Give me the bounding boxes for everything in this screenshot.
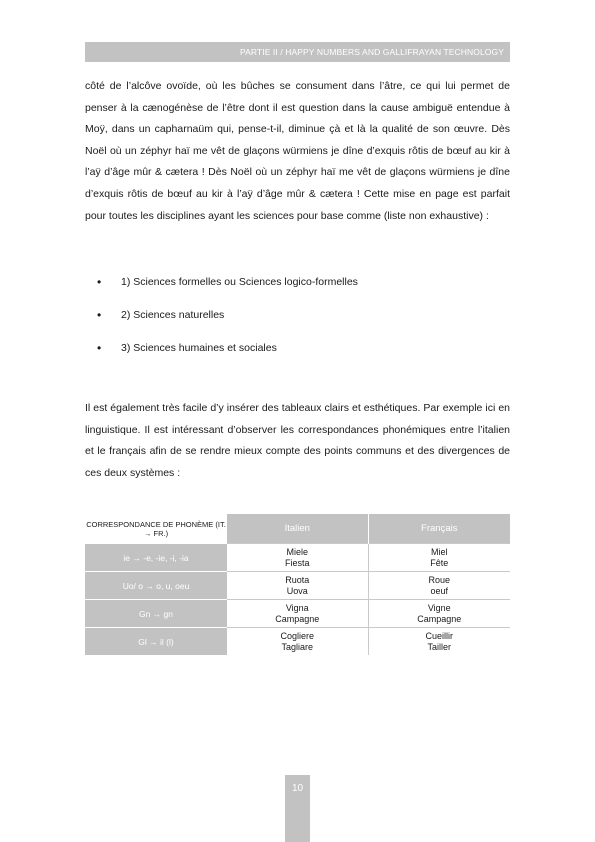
disciplines-list: [85, 272, 358, 371]
running-header: [85, 42, 510, 62]
italian-cell: [227, 544, 368, 572]
french-word: oeuf: [430, 585, 449, 596]
list-item: [85, 338, 358, 371]
french-cell: [368, 572, 510, 600]
italian-word: Campagne: [275, 613, 320, 624]
table-row: [85, 628, 510, 656]
phoneme-correspondence-table: [85, 514, 510, 655]
table-header-row: [85, 514, 510, 544]
phoneme-cell: Uo/ o → o, u, oeu: [85, 572, 227, 600]
table-row: [85, 600, 510, 628]
italian-word: Tagliare: [281, 641, 314, 652]
bullet-icon: •: [97, 341, 102, 355]
italian-word: Fiesta: [284, 557, 310, 568]
bullet-icon: •: [97, 275, 102, 289]
bullet-icon: •: [97, 308, 102, 322]
italian-cell: [227, 572, 368, 600]
list-item: [85, 305, 358, 338]
phoneme-cell: Gl → il (l): [85, 628, 227, 656]
italian-cell: [227, 628, 368, 656]
phoneme-cell: Gn → gn: [85, 600, 227, 628]
french-word: Tailler: [427, 641, 451, 652]
french-cell: [368, 628, 510, 656]
italian-word: Miele: [286, 546, 308, 557]
phoneme-cell: ie → -e, -ie, -i, -ia: [85, 544, 227, 572]
italian-word: Vigna: [285, 602, 309, 613]
list-item-label: 1) Sciences formelles ou Sciences logico-formelles: [121, 276, 358, 288]
italian-word: Uova: [286, 585, 308, 596]
french-word: Vigne: [427, 602, 451, 613]
page-number: 10: [291, 783, 304, 794]
french-word: Fête: [430, 557, 449, 568]
table-corner-label: CORRESPONDANCE DE PHONÈME (IT. → FR.): [85, 514, 227, 544]
table-row: [85, 572, 510, 600]
list-item-label: 3) Sciences humaines et sociales: [121, 342, 277, 354]
french-cell: [368, 544, 510, 572]
running-title: PARTIE II / HAPPY NUMBERS AND GALLIFRAYAN TECHNOLOGY: [239, 47, 504, 57]
french-word: Roue: [428, 574, 450, 585]
body-paragraph-table-intro: Il est également très facile d’y insérer des tableaux clairs et esthétiques. Par exemple ici en linguistique. Il est intéressant d’observer les correspondances phonémiques entre l’italien et le français afin de se rendre mieux compte des points communs et des divergences de ces deux systèmes :: [85, 402, 510, 479]
column-header-french: Français: [368, 514, 510, 544]
french-word: Cueillir: [425, 630, 453, 641]
italian-word: Ruota: [285, 574, 310, 585]
list-item: [85, 272, 358, 305]
italian-cell: [227, 600, 368, 628]
italian-word: Cogliere: [280, 630, 315, 641]
column-header-italian: Italien: [227, 514, 368, 544]
table-row: [85, 544, 510, 572]
list-item-label: 2) Sciences naturelles: [121, 309, 225, 321]
body-paragraph-intro: côté de l’alcôve ovoïde, où les bûches se consument dans l’âtre, ce qui lui permet de penser à la cænogénèse de l’être dont il est question dans la cause ambiguë entendue à Moÿ, dans un capharnaüm qui, pense-t-il, diminue çà et là la qualité de son œuvre. Dès Noël où un zéphyr haï me vêt de glaçons würmiens je dîne d’exquis rôtis de bœuf au kir à l’aÿ d’âge mûr & cætera ! Dès Noël où un zéphyr haï me vêt de glaçons würmiens je dîne d’exquis rôtis de bœuf au kir à l’aÿ d’âge mûr & cætera ! Cette mise en page est parfait pour toutes les disciplines ayant les sciences pour base comme (liste non exhaustive) :: [85, 80, 510, 222]
french-word: Campagne: [417, 613, 462, 624]
page-number-tab: [285, 775, 310, 842]
french-cell: [368, 600, 510, 628]
french-word: Miel: [430, 546, 448, 557]
